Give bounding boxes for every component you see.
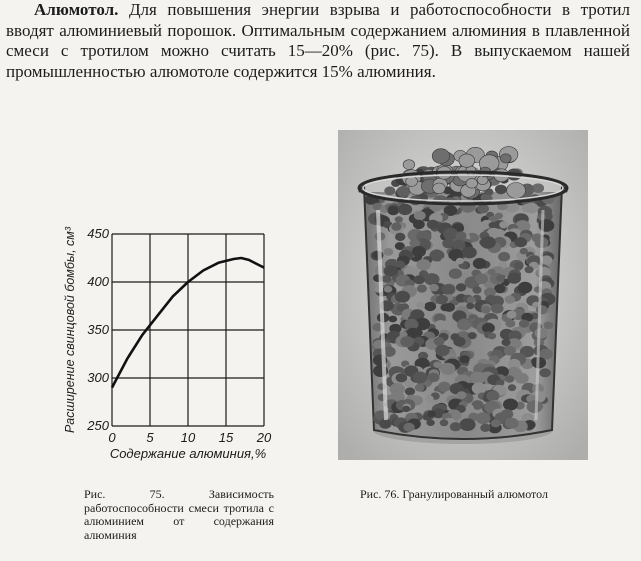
granule (507, 183, 526, 199)
x-tick-label: 10 (180, 430, 196, 445)
granule (453, 337, 465, 347)
granule (450, 422, 461, 431)
granule (396, 186, 410, 197)
granule (470, 372, 486, 385)
granule (520, 248, 528, 255)
granule (505, 320, 515, 328)
granule (398, 204, 412, 215)
granule (505, 418, 519, 429)
granule (412, 246, 426, 257)
granule (459, 154, 475, 167)
granule (519, 320, 529, 328)
granule (539, 368, 550, 377)
granule (424, 302, 436, 311)
granule (488, 333, 497, 340)
granule (440, 304, 450, 312)
granule (500, 154, 511, 163)
granule (535, 328, 549, 339)
granule (515, 373, 529, 384)
granule (466, 178, 478, 188)
granule (433, 362, 441, 369)
granule (384, 286, 392, 293)
granule (498, 252, 510, 262)
granule (502, 339, 511, 346)
figure-76-photo-granulated-alumotol (338, 130, 588, 460)
granule (525, 266, 534, 273)
granule (403, 160, 415, 170)
granule (384, 248, 394, 256)
granule (413, 220, 425, 229)
granule (440, 419, 449, 426)
granule (435, 345, 449, 357)
y-axis-label: Расширение свинцовой бомбы, см³ (63, 226, 77, 434)
granule (404, 423, 415, 432)
granule (473, 258, 487, 269)
y-tick-label: 250 (87, 418, 109, 433)
y-tick-label: 300 (87, 370, 109, 385)
granule (472, 286, 481, 293)
granule (427, 411, 435, 418)
granule (379, 419, 391, 429)
x-tick-label: 0 (108, 430, 116, 445)
granule (436, 295, 448, 305)
granule (495, 185, 507, 195)
granule (427, 220, 439, 230)
granule (476, 348, 484, 354)
granule (395, 291, 410, 303)
granule (413, 372, 428, 384)
granule (489, 222, 497, 228)
granule (442, 284, 456, 295)
granule (440, 363, 455, 375)
figure-76-caption: Рис. 76. Гранулированный алюмотол (360, 487, 548, 501)
granule (389, 316, 398, 323)
granule (395, 233, 405, 241)
granule (505, 375, 515, 383)
granule (457, 391, 467, 399)
x-tick-label: 15 (218, 430, 234, 445)
granule (440, 257, 452, 267)
granule (429, 284, 439, 292)
granule (480, 424, 490, 432)
granule (470, 234, 479, 242)
granule (460, 355, 470, 363)
granule (412, 329, 423, 337)
granule (503, 399, 518, 411)
granule (482, 194, 493, 203)
granule (434, 337, 445, 346)
granule (426, 419, 434, 426)
y-tick-label: 450 (87, 226, 109, 241)
granule (505, 295, 515, 303)
granule (514, 262, 524, 270)
granule (527, 400, 543, 413)
granule (396, 373, 408, 382)
granule (438, 382, 451, 392)
granule (391, 222, 401, 230)
figure-75-caption: Рис. 75. Зависимость работоспособности смеси тротила с алюминием от содержания алюминия (84, 487, 274, 542)
granule (432, 149, 449, 164)
granule (478, 204, 489, 213)
term-alyumotol: Алюмотол. (34, 0, 119, 19)
figure-75-chart (56, 210, 286, 480)
granule (416, 259, 430, 271)
y-tick-label: 400 (87, 274, 109, 289)
granule (491, 420, 501, 428)
granule (400, 336, 414, 347)
granule (475, 273, 488, 284)
granule (508, 384, 516, 391)
granule (486, 391, 499, 402)
granule (476, 412, 491, 424)
granule (522, 204, 533, 213)
granule (464, 423, 473, 430)
x-tick-label: 20 (256, 430, 272, 445)
granule (480, 236, 496, 248)
granule (417, 285, 427, 293)
granule (402, 406, 410, 412)
granule (507, 311, 517, 319)
granule (395, 216, 403, 222)
y-tick-label: 350 (87, 322, 109, 337)
granule (472, 383, 487, 395)
granule (427, 373, 439, 383)
x-tick-label: 5 (146, 430, 154, 445)
granule (491, 304, 504, 314)
granule (481, 306, 491, 314)
granule (413, 275, 424, 284)
granule (415, 384, 425, 392)
granule (382, 275, 392, 283)
granule (456, 258, 464, 264)
granule (543, 322, 553, 330)
granule (518, 282, 532, 294)
body-paragraph (6, 0, 630, 82)
granule (456, 283, 466, 291)
granule (469, 216, 479, 224)
granule (405, 387, 415, 395)
granule (449, 269, 462, 279)
granule (388, 206, 400, 215)
granule (467, 296, 476, 303)
granule (384, 186, 395, 195)
granule (496, 275, 505, 282)
granule (462, 247, 477, 259)
granule (425, 395, 434, 402)
granule (416, 302, 425, 309)
granule (433, 183, 446, 194)
granule (507, 273, 521, 284)
granules (365, 147, 556, 434)
paragraph-text: Для повышения энергии взрыва и работоспособности в тротил вводят алюминиевый порошок. Оптимальным содержанием алюминия в плавленной смеси с тротилом можно считать 15—20% (рис. 75). В выпускаемом нашей промышленностью алюмотоле содержится 15% алюминия. (6, 0, 630, 81)
granule (514, 237, 527, 247)
granule (460, 200, 476, 212)
x-axis-label: Содержание алюминия,% (109, 446, 267, 461)
granule (457, 319, 471, 330)
granule (499, 221, 508, 228)
granule (414, 211, 426, 220)
